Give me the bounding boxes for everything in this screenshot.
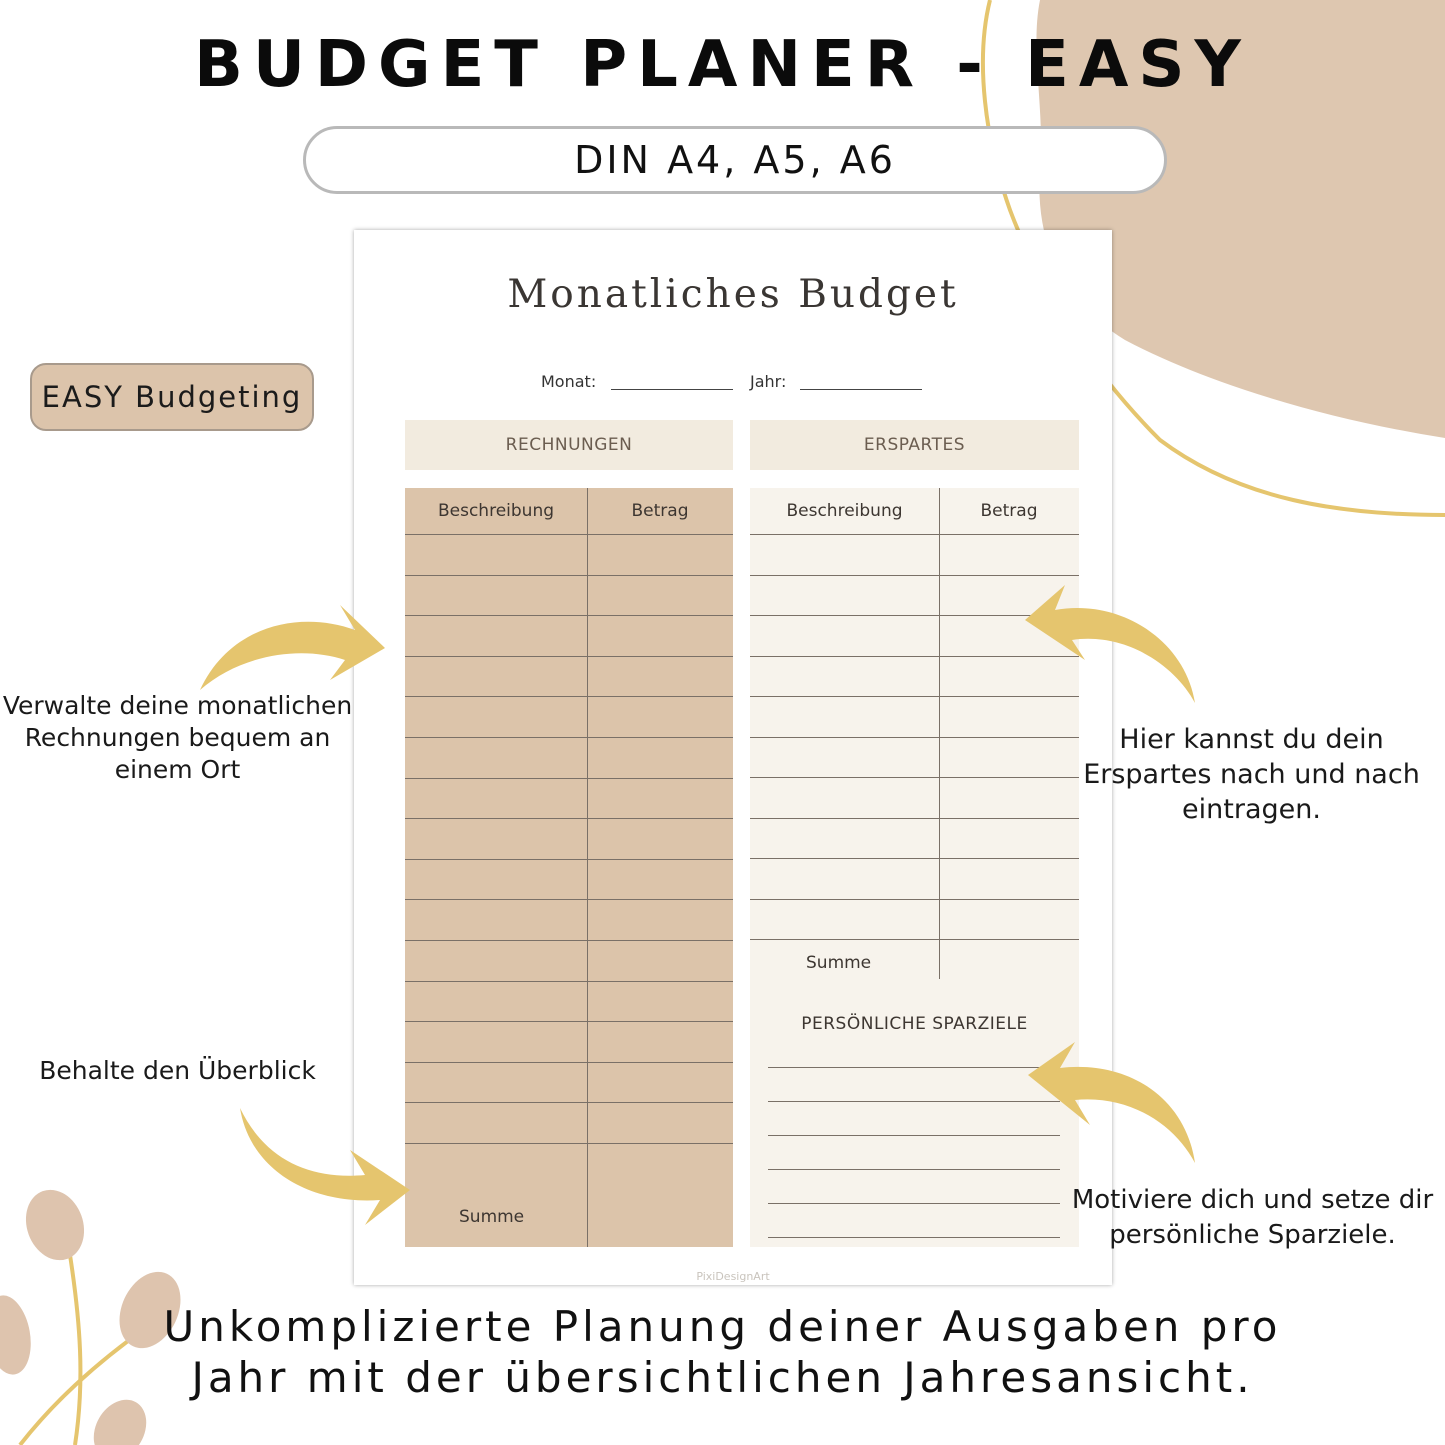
bills-row-line xyxy=(405,696,733,697)
annotation-bills xyxy=(0,690,355,786)
savings-column-divider xyxy=(939,488,940,979)
month-input-line[interactable] xyxy=(611,389,733,390)
savings-row-line xyxy=(750,534,1079,535)
savings-row-line xyxy=(750,777,1079,778)
bills-row-line xyxy=(405,534,733,535)
savings-table xyxy=(750,488,1079,1247)
savings-row-line xyxy=(750,818,1079,819)
annotation-savings xyxy=(1070,722,1433,827)
annotation-goals xyxy=(1060,1183,1445,1253)
year-label: Jahr: xyxy=(750,372,787,391)
annotation-line: persönliche Sparziele. xyxy=(1109,1220,1396,1250)
savings-goal-line[interactable] xyxy=(768,1237,1060,1238)
savings-row-line xyxy=(750,939,1079,940)
bills-col-amount: Betrag xyxy=(631,501,689,521)
savings-heading: ERSPARTES xyxy=(750,420,1079,470)
page-title: BUDGET PLANER - EASY xyxy=(194,28,1251,102)
bills-row-line xyxy=(405,981,733,982)
annotation-line: Behalte den Überblick xyxy=(39,1056,316,1085)
bills-row-line xyxy=(405,1062,733,1063)
savings-goal-line[interactable] xyxy=(768,1135,1060,1136)
annotation-line: Verwalte deine monatlichen xyxy=(2,691,353,720)
bills-row-line xyxy=(405,1102,733,1103)
savings-goal-line[interactable] xyxy=(768,1067,1060,1068)
savings-row-line xyxy=(750,737,1079,738)
annotation-overview xyxy=(0,1055,355,1087)
annotation-line: Hier kannst du dein xyxy=(1119,724,1384,755)
savings-col-amount: Betrag xyxy=(980,501,1038,521)
bills-sum-label: Summe xyxy=(459,1207,525,1227)
annotation-line: Motiviere dich und setze dir xyxy=(1071,1185,1434,1215)
bills-table xyxy=(405,488,733,1247)
watermark: PixiDesignArt xyxy=(696,1270,770,1283)
savings-row-line xyxy=(750,899,1079,900)
bills-col-description: Beschreibung xyxy=(437,501,555,521)
annotation-line: Erspartes nach und nach xyxy=(1083,759,1420,790)
bills-row-line xyxy=(405,1143,733,1144)
bills-row-line xyxy=(405,940,733,941)
footer-line-1: Unkomplizierte Planung deiner Ausgaben pro xyxy=(163,1302,1282,1351)
bills-row-line xyxy=(405,818,733,819)
savings-row-line xyxy=(750,858,1079,859)
savings-goal-line[interactable] xyxy=(768,1203,1060,1204)
plant-leaf xyxy=(16,1182,93,1269)
annotation-line: einem Ort xyxy=(114,755,241,784)
bills-row-line xyxy=(405,859,733,860)
footer-line-2: Jahr mit der übersichtlichen Jahresansicht. xyxy=(191,1353,1254,1402)
year-input-line[interactable] xyxy=(800,389,922,390)
savings-row-line xyxy=(750,656,1079,657)
savings-col-description: Beschreibung xyxy=(786,501,903,521)
bills-column-divider xyxy=(587,488,588,1247)
format-pill: DIN A4, A5, A6 xyxy=(303,126,1167,194)
bills-row-line xyxy=(405,899,733,900)
savings-row-line xyxy=(750,575,1079,576)
annotation-line: eintragen. xyxy=(1182,794,1321,825)
month-label: Monat: xyxy=(541,372,597,391)
bills-row-line xyxy=(405,1021,733,1022)
savings-row-line xyxy=(750,615,1079,616)
easy-budgeting-badge: EASY Budgeting xyxy=(30,363,314,431)
bills-heading: RECHNUNGEN xyxy=(405,420,733,470)
savings-goal-line[interactable] xyxy=(768,1169,1060,1170)
savings-goal-line[interactable] xyxy=(768,1101,1060,1102)
bills-row-line xyxy=(405,575,733,576)
savings-row-line xyxy=(750,696,1079,697)
savings-goals-heading: PERSÖNLICHE SPARZIELE xyxy=(801,1014,1028,1034)
bills-row-line xyxy=(405,656,733,657)
bills-row-line xyxy=(405,737,733,738)
savings-sum-label: Summe xyxy=(806,953,872,973)
annotation-line: Rechnungen bequem an xyxy=(24,723,331,752)
bills-row-line xyxy=(405,778,733,779)
bills-row-line xyxy=(405,615,733,616)
sheet-title: Monatliches Budget xyxy=(507,272,959,317)
